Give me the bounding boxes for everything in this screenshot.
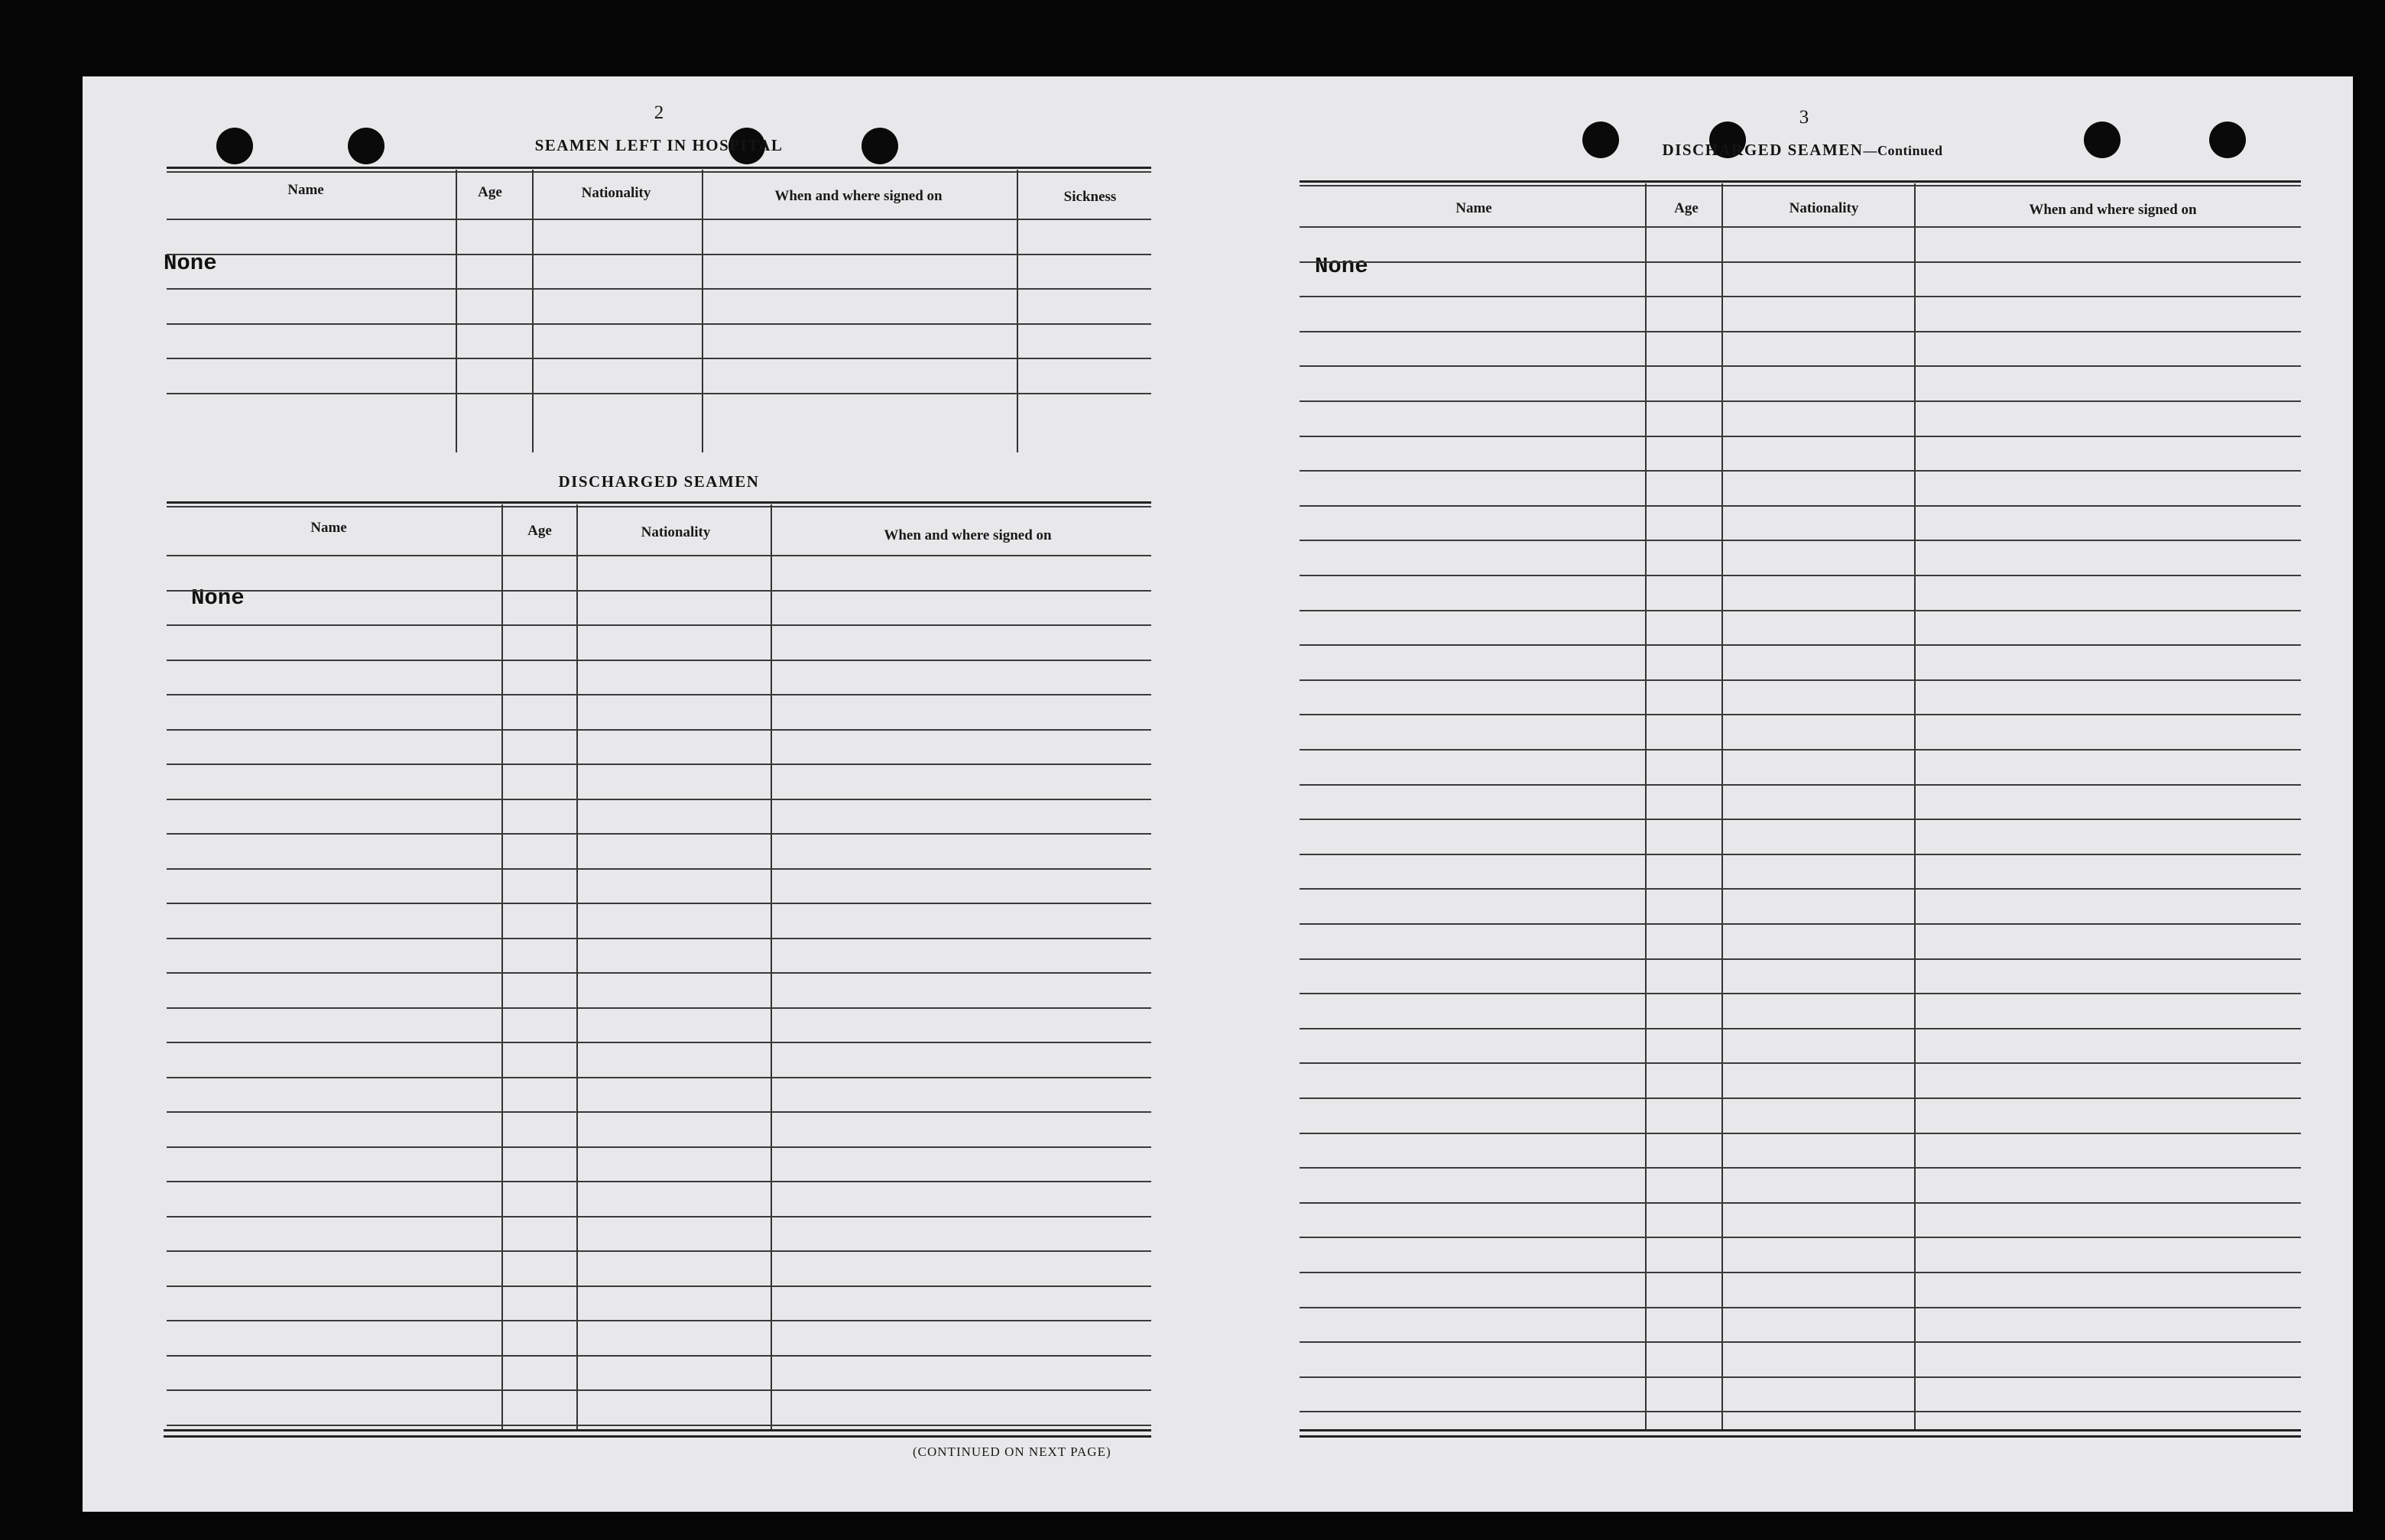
discharged-table-row-rule: [167, 1285, 1151, 1287]
right-col-divider: [1721, 183, 1723, 1429]
discharged-col-divider: [501, 504, 503, 1429]
hospital-table-top-rule: [167, 167, 1151, 169]
ledger-document-sheet: [83, 76, 2353, 1512]
hospital-col-divider: [1017, 170, 1018, 452]
discharged-table-row-rule: [167, 555, 1151, 556]
right-table-row-rule: [1300, 575, 2301, 576]
discharged-table-row-rule: [167, 1216, 1151, 1217]
right-table-row-rule: [1300, 261, 2301, 263]
hospital-table-row-rule: [167, 254, 1151, 255]
table-bottom-rule: [1300, 1429, 2301, 1431]
right-table-row-rule: [1300, 436, 2301, 437]
discharged-table-row-rule: [167, 624, 1151, 626]
right-col-divider: [1914, 183, 1916, 1429]
punch-hole: [862, 128, 898, 164]
page-number-right: 3: [1799, 107, 1809, 128]
right-table-top-rule: [1300, 180, 2301, 183]
discharged-table-row-rule: [167, 1181, 1151, 1182]
discharged-table-row-rule: [167, 1355, 1151, 1357]
hospital-table-row-rule: [167, 288, 1151, 290]
right-table-row-rule: [1300, 365, 2301, 367]
discharged-table-row-rule: [167, 868, 1151, 870]
discharged-table-row-rule: [167, 1250, 1151, 1252]
hospital-section-title: SEAMEN LEFT IN HOSPITAL: [534, 136, 784, 154]
right-table-row-rule: [1300, 993, 2301, 994]
right-title-continued: —Continued: [1863, 143, 1943, 158]
hospital-col-signed-on: When and where signed on: [774, 188, 943, 204]
hospital-col-sickness: Sickness: [1063, 189, 1117, 205]
discharged-col-name: Name: [310, 520, 347, 536]
right-table-row-rule: [1300, 888, 2301, 890]
discharged-table-row-rule: [167, 1077, 1151, 1078]
table-bottom-rule: [1300, 1435, 2301, 1438]
hospital-table-row-rule: [167, 393, 1151, 394]
discharged-col-signed-on: When and where signed on: [884, 527, 1052, 543]
discharged-table-row-rule: [167, 833, 1151, 835]
right-table-row-rule: [1300, 1376, 2301, 1378]
right-section-title: [1634, 141, 1971, 160]
hospital-table-row-rule: [167, 219, 1151, 220]
discharged-table-row-rule: [167, 764, 1151, 765]
right-table-row-rule: [1300, 400, 2301, 402]
right-entry-none: None: [1315, 254, 1368, 279]
discharged-table-row-rule: [167, 1146, 1151, 1148]
right-table-row-rule: [1300, 1028, 2301, 1029]
right-table-row-rule: [1300, 331, 2301, 332]
right-table-row-rule: [1300, 1341, 2301, 1343]
discharged-table-row-rule: [167, 660, 1151, 661]
table-bottom-rule: [164, 1429, 1151, 1431]
right-table-row-rule: [1300, 1202, 2301, 1204]
hospital-col-divider: [702, 170, 703, 452]
discharged-table-row-rule: [167, 972, 1151, 974]
discharged-table-row-rule: [167, 694, 1151, 695]
discharged-table-row-rule: [167, 938, 1151, 939]
discharged-table-top-rule: [167, 501, 1151, 504]
discharged-entry-none: None: [191, 585, 245, 611]
right-table-row-rule: [1300, 749, 2301, 751]
right-table-row-rule: [1300, 923, 2301, 925]
right-table-row-rule: [1300, 296, 2301, 297]
right-table-row-rule: [1300, 1237, 2301, 1238]
discharged-col-age: Age: [527, 523, 552, 539]
discharged-table-row-rule: [167, 799, 1151, 800]
right-table-row-rule: [1300, 226, 2301, 228]
discharged-table-row-rule: [167, 1111, 1151, 1113]
discharged-table-row-rule: [167, 1320, 1151, 1321]
right-table-row-rule: [1300, 714, 2301, 715]
table-bottom-rule: [164, 1435, 1151, 1438]
discharged-table-top-rule-2: [167, 506, 1151, 507]
discharged-table-row-rule: [167, 1007, 1151, 1009]
right-table-row-rule: [1300, 505, 2301, 507]
hospital-col-divider: [532, 170, 534, 452]
hospital-table-top-rule-2: [167, 171, 1151, 173]
discharged-col-nationality: Nationality: [641, 524, 711, 540]
punch-hole: [216, 128, 253, 164]
right-table-top-rule-2: [1300, 185, 2301, 186]
right-table-row-rule: [1300, 819, 2301, 820]
right-table-row-rule: [1300, 958, 2301, 960]
right-table-row-rule: [1300, 1307, 2301, 1308]
discharged-table-row-rule: [167, 590, 1151, 592]
continued-footer: (CONTINUED ON NEXT PAGE): [913, 1444, 1111, 1459]
hospital-col-age: Age: [478, 184, 502, 200]
right-table-row-rule: [1300, 1411, 2301, 1412]
hospital-table-row-rule: [167, 358, 1151, 359]
right-col-nationality: Nationality: [1789, 200, 1859, 216]
hospital-table-row-rule: [167, 323, 1151, 325]
right-table-row-rule: [1300, 470, 2301, 472]
discharged-col-divider: [771, 504, 772, 1429]
hospital-entry-none: None: [164, 251, 217, 276]
right-col-divider: [1645, 183, 1647, 1429]
right-table-row-rule: [1300, 1272, 2301, 1273]
discharged-table-row-rule: [167, 1042, 1151, 1043]
punch-hole: [1582, 122, 1619, 158]
right-table-row-rule: [1300, 784, 2301, 786]
right-table-row-rule: [1300, 1097, 2301, 1099]
punch-hole: [348, 128, 385, 164]
right-table-row-rule: [1300, 854, 2301, 855]
discharged-section-title: DISCHARGED SEAMEN: [558, 472, 760, 491]
hospital-col-nationality: Nationality: [581, 185, 651, 201]
discharged-table-row-rule: [167, 1425, 1151, 1426]
discharged-table-row-rule: [167, 1389, 1151, 1391]
right-table-row-rule: [1300, 610, 2301, 611]
discharged-col-divider: [576, 504, 578, 1429]
right-col-name: Name: [1455, 200, 1492, 216]
right-table-row-rule: [1300, 1167, 2301, 1169]
hospital-col-divider: [456, 170, 457, 452]
right-table-row-rule: [1300, 1062, 2301, 1064]
right-col-age: Age: [1674, 200, 1699, 216]
discharged-table-row-rule: [167, 903, 1151, 904]
right-table-row-rule: [1300, 540, 2301, 541]
right-col-signed-on: When and where signed on: [2029, 202, 2197, 218]
hospital-col-name: Name: [287, 182, 324, 198]
discharged-table-row-rule: [167, 729, 1151, 731]
page-number-left: 2: [654, 102, 664, 123]
punch-hole: [2084, 122, 2121, 158]
right-table-row-rule: [1300, 1133, 2301, 1134]
right-table-row-rule: [1300, 679, 2301, 681]
right-title-main: DISCHARGED SEAMEN: [1662, 141, 1864, 159]
punch-hole: [2209, 122, 2246, 158]
right-table-row-rule: [1300, 644, 2301, 646]
